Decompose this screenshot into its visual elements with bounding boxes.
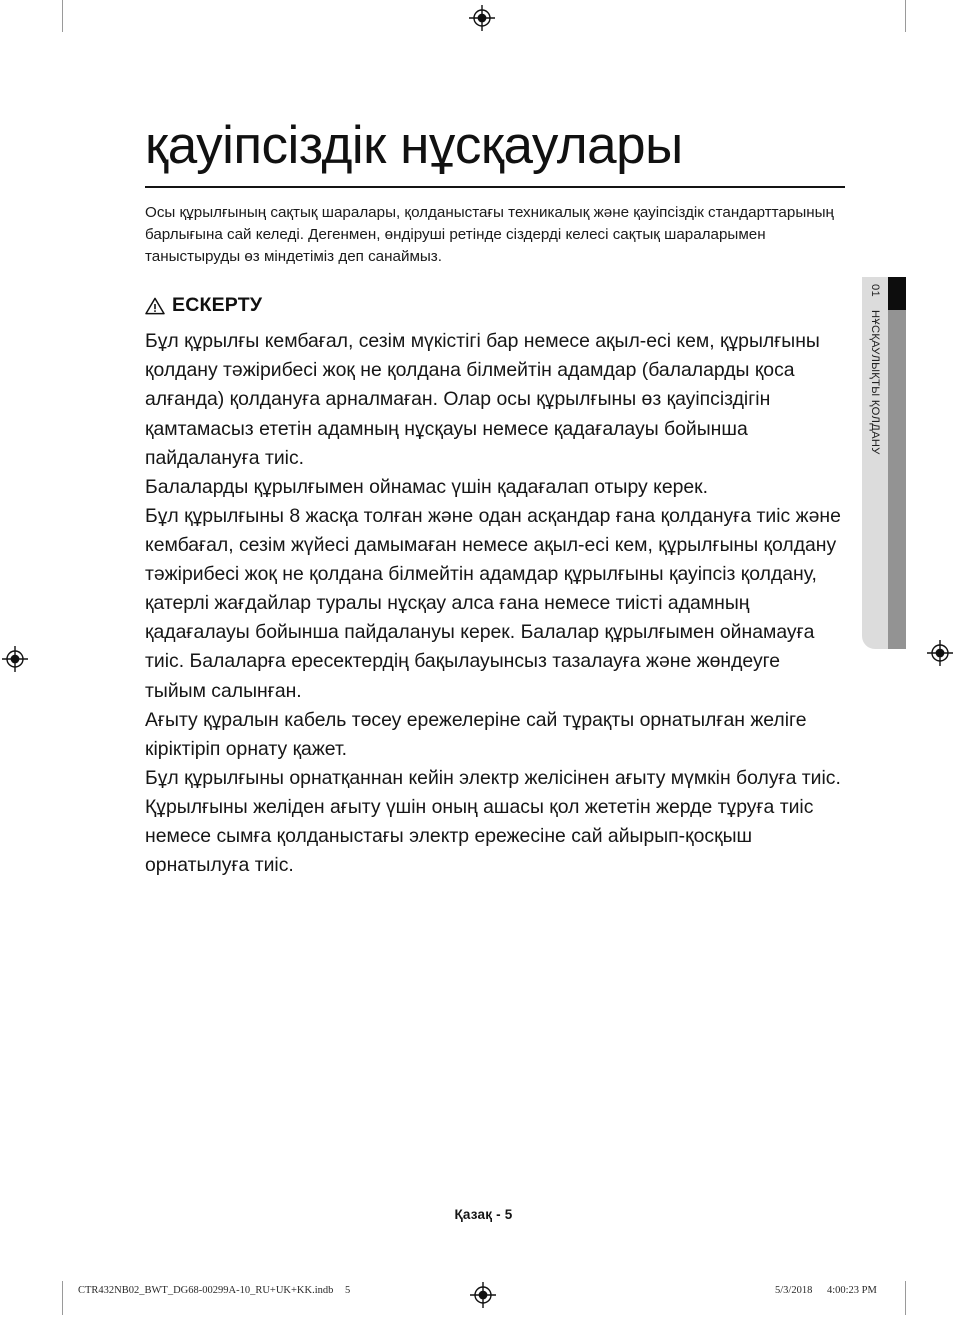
side-tab-label — [862, 277, 888, 649]
page-title: қауіпсіздік нұсқаулары — [145, 118, 845, 188]
trim-mark-bottom-left — [62, 1281, 63, 1315]
page-footer: Қазақ - 5 — [454, 1207, 513, 1222]
warning-paragraph: Балаларды құрылғымен ойнамас үшін қадағалап отыру керек. — [145, 475, 709, 498]
slug-date: 5/3/2018 — [775, 1285, 813, 1296]
warning-paragraph: Бұл құрылғыны орнатқаннан кейін электр желісінен ағыту мүмкін болуға тиіс. Құрылғыны желіден ағыту үшін оның ашасы қол жететін жерде тұруға тиіс немесе сымға қолданыстағы электр ережесіне сай айырып-қосқыш орнатылуға тиіс. — [145, 766, 841, 877]
trim-mark-top-right — [905, 0, 906, 32]
registration-target-icon — [2, 646, 28, 672]
warning-paragraph: Бұл құрылғы кембағал, сезім мүкістігі бар немесе ақыл-есі кем, құрылғыны қолдану тәжірибесі жоқ не қолдана білмейтін адамдар (балаларды қоса алғанда) қолдануға арналмаған. Олар осы құрылғыны өз қауіпсіздігін қамтамасыз ететін адамның нұсқауы немесе қадағалауы бойынша пайдалануға тиіс. — [145, 330, 820, 469]
side-tab-text: НҰСҚАУЛЫҚТЫ ҚОЛДАНУ — [869, 310, 881, 455]
slug-right — [775, 1285, 877, 1296]
warning-body — [145, 327, 845, 880]
warning-triangle-icon — [145, 297, 165, 315]
registration-target-icon — [927, 640, 953, 666]
warning-label: ЕСКЕРТУ — [172, 294, 263, 317]
registration-target-icon — [470, 1282, 496, 1308]
registration-target-icon — [469, 5, 495, 31]
side-tab-dark-strip — [888, 310, 906, 649]
trim-mark-top-left — [62, 0, 63, 32]
slug-page-number: 5 — [345, 1285, 351, 1296]
side-index-tab — [862, 277, 906, 649]
trim-mark-bottom-right — [905, 1281, 906, 1315]
slug-left — [78, 1285, 350, 1296]
side-tab-number: 01 — [869, 284, 881, 298]
warning-paragraph: Бұл құрылғыны 8 жасқа толған және одан асқандар ғана қолдануға тиіс және кембағал, сезім жүйесі дамымаған немесе ақыл-есі кем, құрылғыны қолдану тәжірибесі жоқ не қолдана білмейтін адамдар құрылғыны қауіпсіз қолдану, қатерлі жағдайлар туралы нұсқау алса ғана немесе тиісті адамның қадағалауы бойынша пайдалануы керек. Балалар құрылғымен ойнамауға тиіс. Балаларға ересектердің бақылауынсыз тазалауға және жөндеуге тыйым салынған. — [145, 504, 841, 702]
slug-time: 4:00:23 PM — [826, 1285, 877, 1296]
slug-filename: CTR432NB02_BWT_DG68-00299A-10_RU+UK+KK.indb — [78, 1285, 334, 1296]
side-tab-chapter-marker — [888, 277, 906, 310]
page-content — [145, 118, 845, 880]
warning-paragraph: Ағыту құралын кабель төсеу ережелеріне сай тұрақты орнатылған желіге кіріктіріп орнату қажет. — [145, 708, 807, 760]
intro-paragraph: Осы құрылғының сақтық шаралары, қолданыстағы техникалық және қауіпсіздік стандарттарының барлығына сай келеді. Дегенмен, өндіруші ретінде сіздерді келесі сақтық шараларымен таныстыруды өз міндетіміз деп санаймыз. — [145, 203, 834, 266]
warning-header — [145, 294, 845, 317]
